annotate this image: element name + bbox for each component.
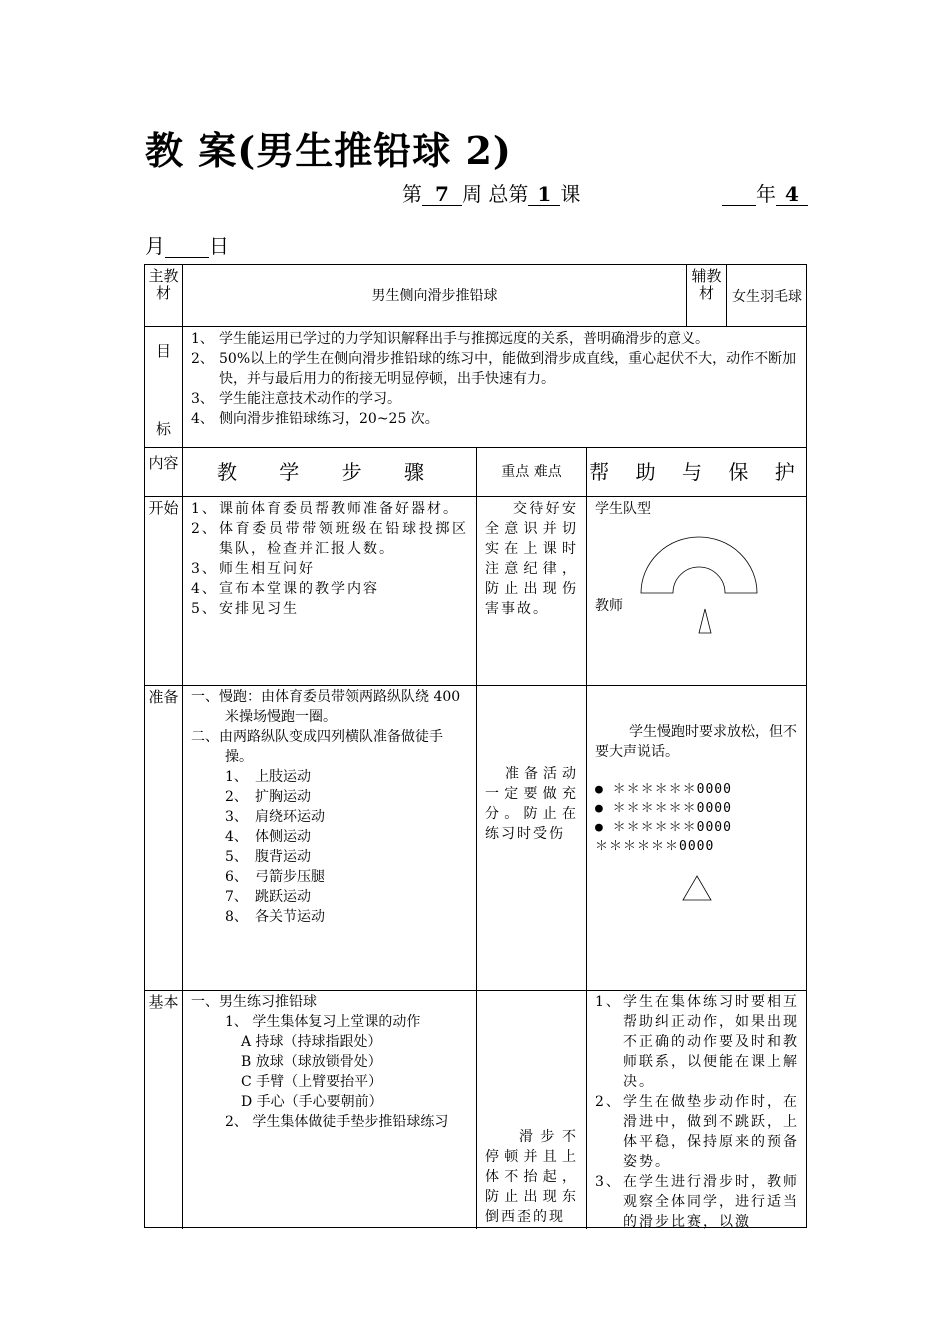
basic-key: 滑步不停顿并且上体不抬起，防止出现东倒西歪的现 [477, 991, 587, 1229]
start-steps [183, 497, 477, 686]
day-blank [165, 235, 209, 258]
prep-help [587, 686, 807, 991]
basic-steps [183, 991, 477, 1229]
teacher-marker-icon [697, 607, 713, 635]
formation-label: 学生队型 [595, 501, 651, 517]
prep-help-text: 学生慢跑时要求放松，但不要大声说话。 [595, 724, 797, 760]
formation-row: ● ＊＊＊＊＊＊0000 [595, 801, 732, 816]
basic-sub-review: 1、 学生集体复习上堂课的动作 [225, 1014, 421, 1030]
teacher-triangle-icon [681, 874, 713, 902]
prep-exercise: 4、 体侧运动 [225, 829, 311, 845]
year-suffix: 年 [756, 182, 776, 206]
prep-exercise: 7、 跳跃运动 [225, 889, 311, 905]
basic-point: B 放球（球放锁骨处） [241, 1054, 382, 1070]
goals-label [145, 327, 183, 448]
goals-label-bottom: 标 [155, 420, 171, 438]
prep-exercise-list [191, 767, 468, 927]
page-title: 教 案(男生推铅球 2) [145, 128, 512, 173]
basic-help-item: 2、 学生在做垫步动作时，在滑进中，做到不跳跃，上体平稳，保持原来的预备姿势。 [595, 1094, 799, 1170]
teacher-label: 教师 [595, 598, 623, 614]
key-header-text: 重点 难点 [501, 464, 562, 480]
lesson-suffix: 课 [560, 182, 581, 206]
goals-label-top: 目 [155, 342, 171, 360]
prep-label: 准备 [145, 686, 183, 991]
steps-header [183, 448, 477, 497]
aux-material-label: 辅教材 [687, 265, 727, 327]
main-material-label: 主教材 [145, 265, 183, 327]
goal-item: 1、 学生能运用已学过的力学知识解释出手与推掷远度的关系，普明确滑步的意义。 [191, 331, 709, 347]
week-number: 7 [422, 183, 462, 206]
help-header [587, 448, 807, 497]
start-step: 4、 宣布本堂课的教学内容 [191, 581, 379, 597]
day-label: 日 [209, 234, 229, 258]
month-day-line [145, 230, 229, 259]
prep-formation [595, 780, 732, 856]
steps-header-text: 教 学 步 骤 [216, 460, 443, 484]
week-lesson-line [402, 178, 580, 207]
main-material-text: 男生侧向滑步推铅球 [371, 287, 498, 304]
prep-exercise: 5、 腹背运动 [225, 849, 311, 865]
start-help [587, 497, 807, 686]
help-header-text: 帮 助 与 保 护 [589, 460, 805, 484]
content-label: 内容 [145, 448, 183, 497]
formation-row: ● ＊＊＊＊＊＊0000 [595, 820, 732, 835]
prep-item-form: 二、由两路纵队变成四列横队准备做徒手操。 [191, 729, 443, 765]
prep-exercise: 6、 弓箭步压腿 [225, 869, 325, 885]
goal-item: 4、 侧向滑步推铅球练习，20~25 次。 [191, 411, 439, 427]
basic-help-item: 1、 学生在集体练习时要相互帮助纠正动作，如果出现不正确的动作要及时和教师联系，以便能在课上解决。 [595, 994, 799, 1090]
goals-list [183, 327, 807, 429]
formation-row: ＊＊＊＊＊＊0000 [595, 839, 715, 854]
week-prefix: 第 [402, 182, 422, 206]
arc-formation-icon [639, 535, 759, 595]
main-material [183, 265, 687, 327]
prep-key: 准备活动一定要做充分。防止在练习时受伤 [477, 686, 587, 991]
basic-help [587, 991, 807, 1229]
start-step: 2、 体育委员带带领班级在铅球投掷区集队，检查并汇报人数。 [191, 521, 468, 557]
goal-item: 2、 50%以上的学生在侧向滑步推铅球的练习中，能做到滑步成直线，重心起伏不大，动作不断加快，并与最后用力的衔接无明显停顿，出手快速有力。 [191, 351, 797, 387]
basic-help-list [587, 991, 807, 1229]
start-step: 1、 课前体育委员帮教师准备好器材。 [191, 501, 459, 517]
basic-help-item: 3、 在学生进行滑步时，教师观察全体同学，进行适当的滑步比赛，以激 [595, 1174, 799, 1229]
basic-point: A 持球（持球指跟处） [241, 1034, 382, 1050]
basic-point: D 手心（手心要朝前） [241, 1094, 383, 1110]
month-number: 4 [776, 183, 808, 206]
formation-row: ● ＊＊＊＊＊＊0000 [595, 782, 732, 797]
week-suffix: 周 总第 [462, 182, 529, 206]
prep-steps [183, 686, 477, 991]
prep-exercise: 3、 肩绕环运动 [225, 809, 325, 825]
start-key: 交待好安全意识并切实在上课时注意纪律，防止出现伤害事故。 [477, 497, 587, 686]
start-label: 开始 [145, 497, 183, 686]
prep-exercise: 1、 上肢运动 [225, 769, 311, 785]
prep-exercise: 2、 扩胸运动 [225, 789, 311, 805]
goal-item: 3、 学生能注意技术动作的学习。 [191, 391, 401, 407]
prep-item-jog: 一、慢跑：由体育委员带领两路纵队绕 400 米操场慢跑一圈。 [191, 689, 461, 725]
prep-exercise: 8、 各关节运动 [225, 909, 325, 925]
month-label: 月 [145, 234, 165, 258]
lesson-plan-table [144, 264, 807, 1228]
basic-sub-practice: 2、 学生集体做徒手垫步推铅球练习 [225, 1114, 449, 1130]
basic-point: C 手臂（上臂要抬平） [241, 1074, 383, 1090]
year-blank [722, 183, 756, 206]
start-step: 5、 安排见习生 [191, 601, 299, 617]
basic-label: 基本 [145, 991, 183, 1229]
start-steps-list [183, 497, 476, 619]
basic-item-shotput: 一、男生练习推铅球 [191, 994, 317, 1010]
key-header [477, 448, 587, 497]
lesson-number: 1 [528, 183, 560, 206]
goals-cell [183, 327, 807, 448]
aux-material-text: 女生羽毛球 [732, 289, 802, 305]
start-step: 3、 师生相互问好 [191, 561, 315, 577]
year-month-line [722, 178, 808, 207]
